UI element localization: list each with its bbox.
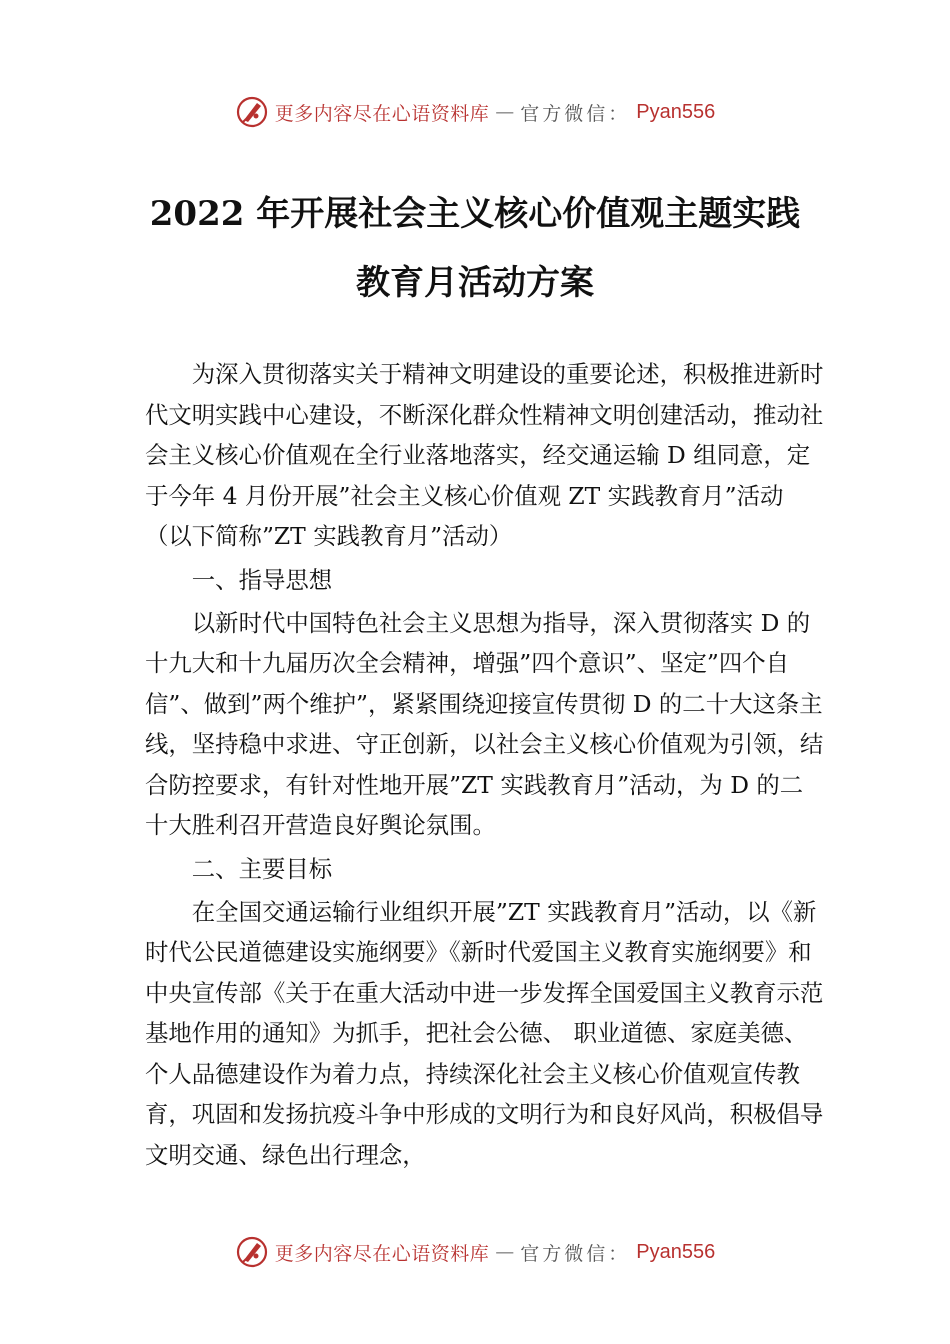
watermark-dash: — xyxy=(495,1241,515,1263)
quill-pen-logo-icon xyxy=(235,95,269,129)
document-title-line-2: 教育月活动方案 xyxy=(356,263,594,303)
section-heading-guiding-ideology: 一、指导思想 xyxy=(191,565,333,594)
body-paragraph-intro: 为深入贯彻落实关于精神文明建设的重要论述，积极推进新时代文明实践中心建设，不断深化群众性精神文明创建活动，推动社会主义核心价值观在全行业落地落实，经交通运输 D 组同意，定于今年 4 月份开展”社会主义核心价值观 ZT 实践教育月”活动（以下简称”ZT 实践教育月”活动） xyxy=(145,360,824,550)
watermark-wechat-id: Pyan556 xyxy=(636,1240,716,1263)
watermark-dash: — xyxy=(495,101,515,123)
body-paragraph-guiding-ideology: 以新时代中国特色社会主义思想为指导，深入贯彻落实 D 的十九大和十九届历次全会精神，增强”四个意识”、坚定”四个自信”、做到”两个维护”，紧紧围绕迎接宣传贯彻 D 的二十大这条主线，坚持稳中求进、守正创新，以社会主义核心价值观为引领，结合防控要求，有针对性地开展”ZT 实践教育月”活动，为 D 的二十大胜利召开营造良好舆论氛围。 xyxy=(145,608,824,839)
document-body xyxy=(145,354,825,1175)
document-title-line-1: 2022 年开展社会主义核心价值观主题实践 xyxy=(149,194,801,234)
footer-watermark xyxy=(0,1232,950,1272)
watermark-official-label: 官方微信： xyxy=(520,1242,631,1265)
body-paragraph-main-goals: 在全国交通运输行业组织开展”ZT 实践教育月”活动，以《新时代公民道德建设实施纲要》《新时代爱国主义教育实施纲要》和中央宣传部《关于在重大活动中进一步发挥全国爱国主义教育示范基地作用的通知》为抓手，把社会公德、 职业道德、家庭美德、个人品德建设作为着力点，持续深化社会主义核心价值观宣传教育，巩固和发扬抗疫斗争中形成的文明行为和良好风尚，积极倡导文明交通、绿色出行理念， xyxy=(145,897,824,1169)
watermark-official-label: 官方微信： xyxy=(520,102,631,125)
watermark-brand-text: 更多内容尽在心语资料库 xyxy=(274,102,490,125)
watermark-brand-text: 更多内容尽在心语资料库 xyxy=(274,1242,490,1265)
watermark-wechat-id: Pyan556 xyxy=(636,100,716,123)
header-watermark xyxy=(0,92,950,132)
section-heading-main-goals: 二、主要目标 xyxy=(191,854,333,883)
quill-pen-logo-icon xyxy=(235,1235,269,1269)
